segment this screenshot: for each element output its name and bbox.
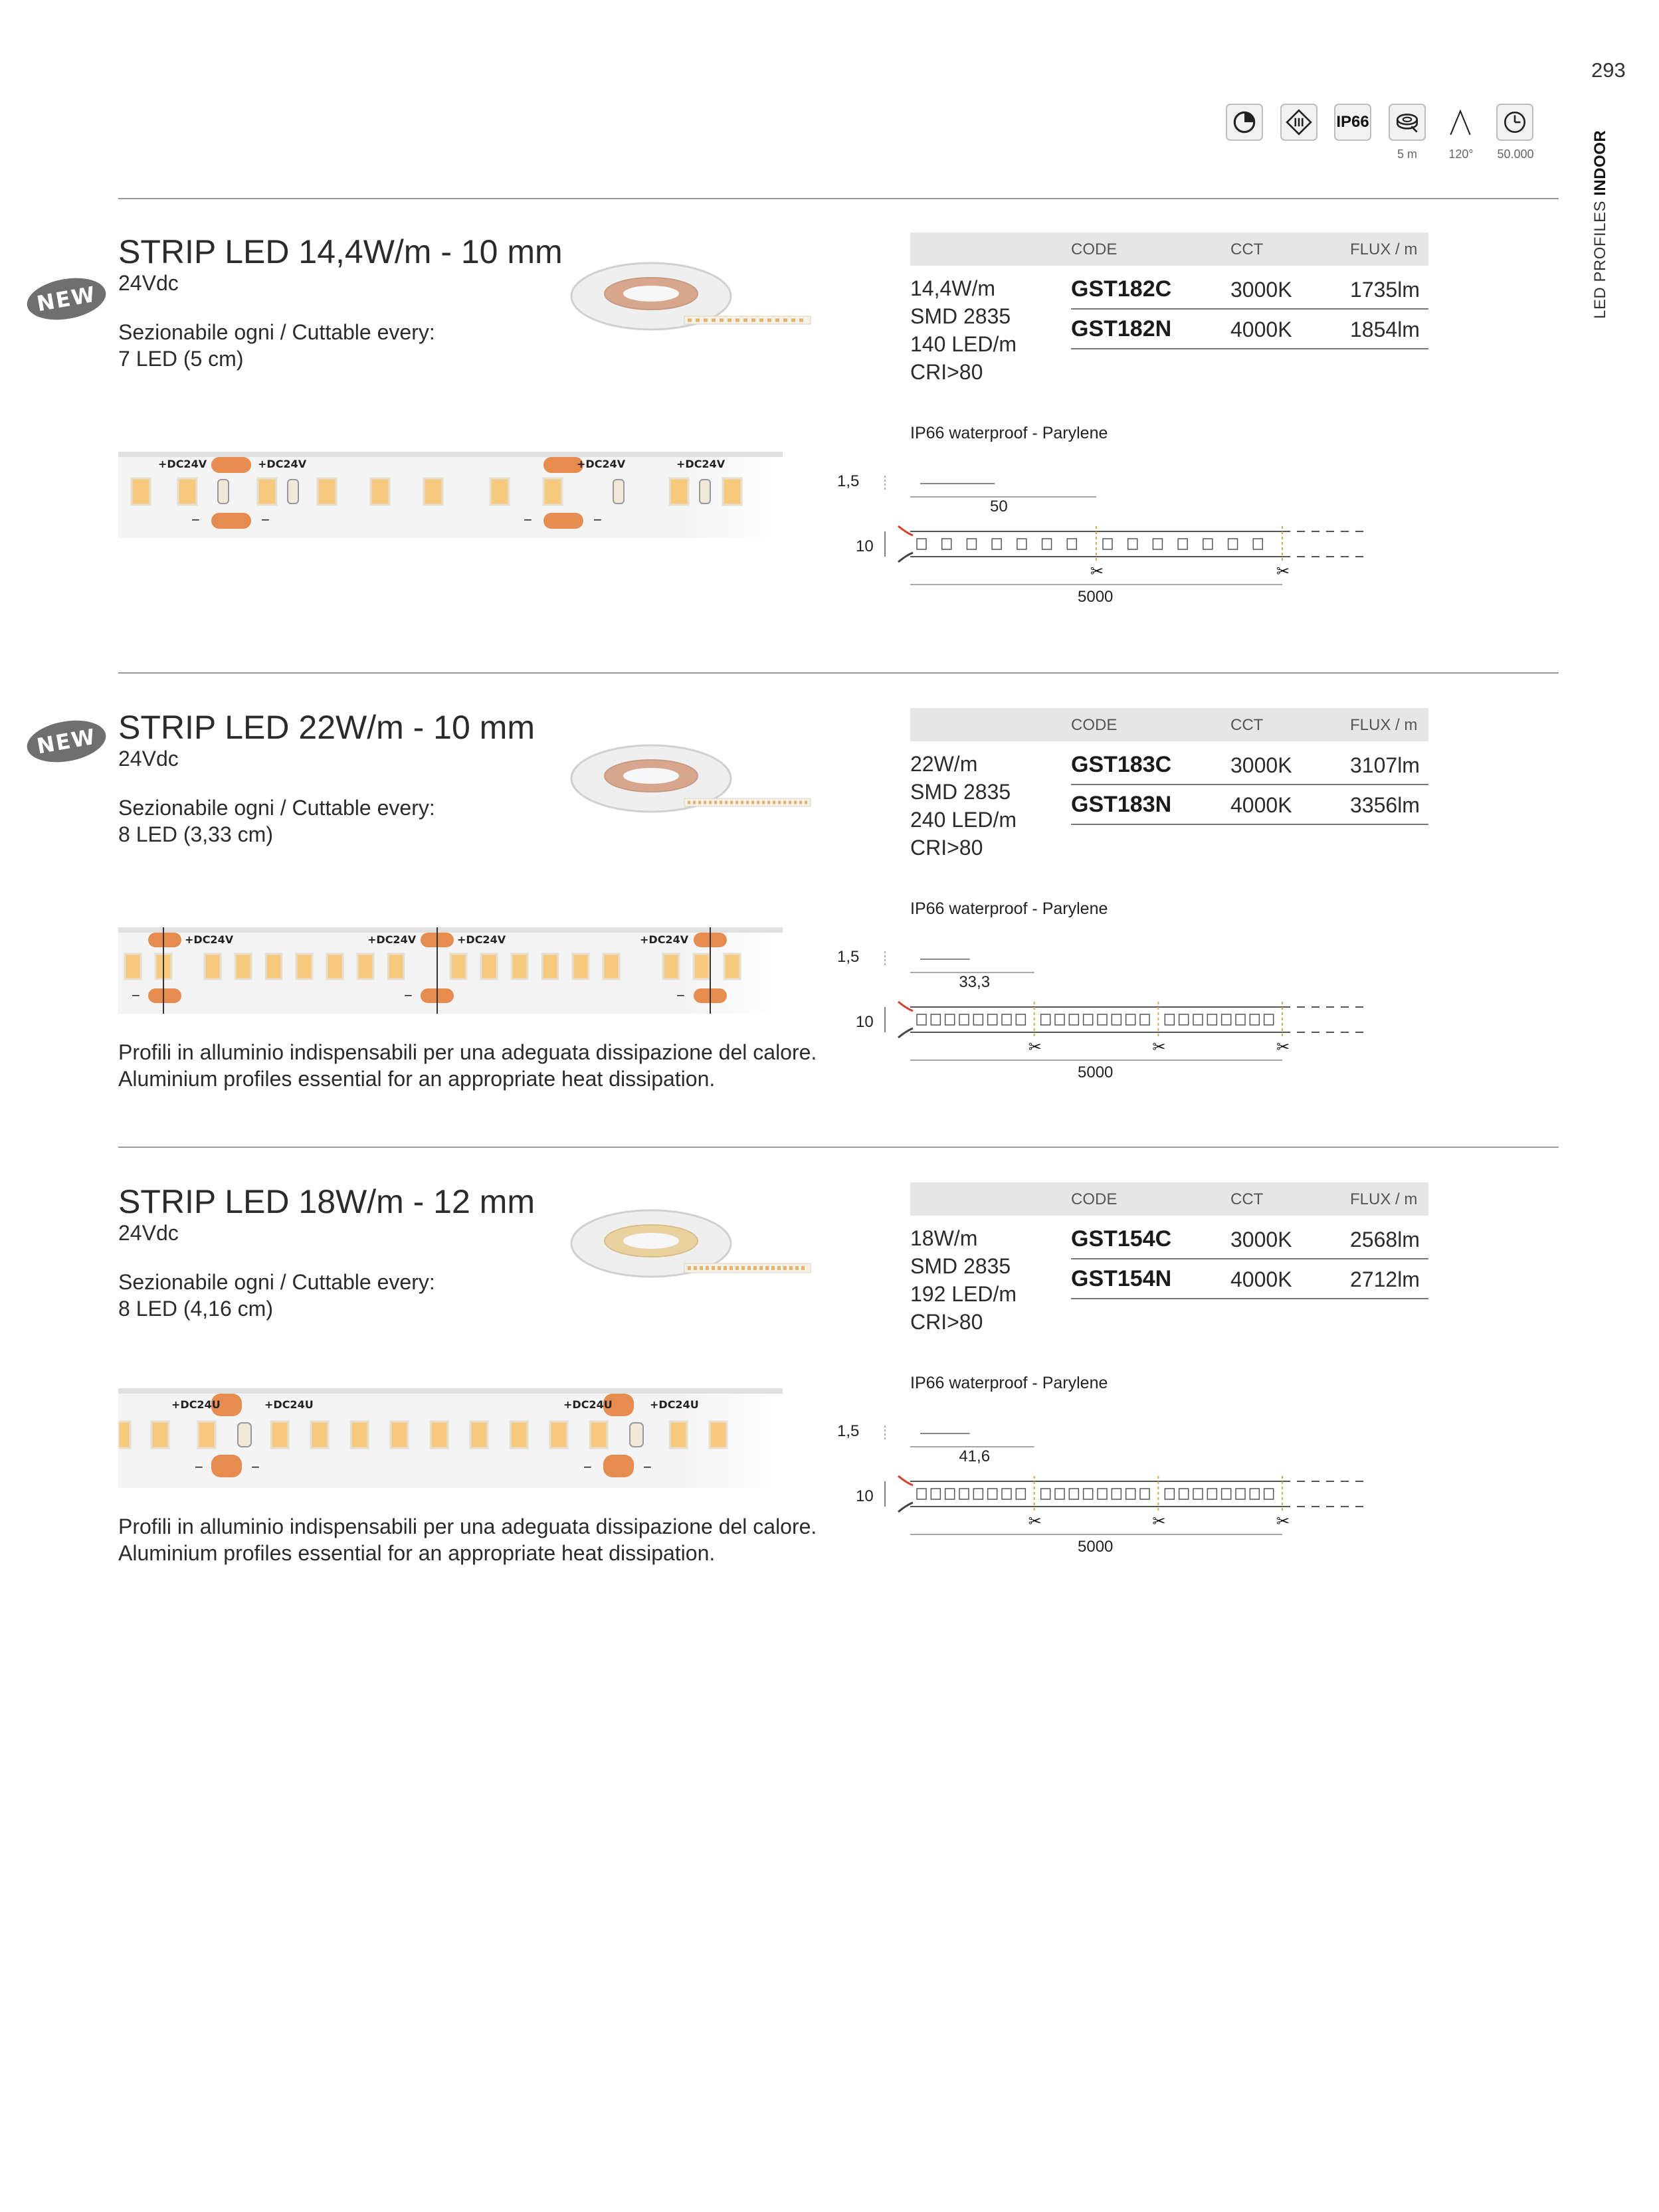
scissors-icon: ✂	[1028, 1038, 1042, 1056]
spec-cri: CRI>80	[910, 1310, 983, 1334]
page-number: 293	[1591, 58, 1626, 82]
led-chip	[988, 1489, 997, 1499]
header-cct: CCT	[1230, 1190, 1264, 1208]
led-chip	[973, 1489, 983, 1499]
spec-density: 192 LED/m	[910, 1282, 1017, 1306]
led-chip	[1126, 1014, 1135, 1025]
led-chip	[1055, 1014, 1064, 1025]
beam-angle-caption: 120°	[1448, 147, 1474, 161]
section-divider	[118, 198, 1559, 199]
dimension-diagram	[837, 445, 1382, 604]
svg-text:−: −	[593, 511, 602, 528]
spec-power: 18W/m	[910, 1226, 978, 1250]
product-cct: 4000K	[1230, 318, 1292, 341]
led-chip	[1207, 1014, 1217, 1025]
ip-rating-text: IP66	[1336, 113, 1369, 131]
scissors-icon: ✂	[1152, 1513, 1166, 1530]
scissors-icon: ✂	[1276, 1038, 1290, 1056]
header-code: CODE	[1071, 1190, 1118, 1208]
spec-cri: CRI>80	[910, 360, 983, 384]
ip-rating-icon	[1334, 104, 1371, 141]
led-reel-image	[565, 737, 817, 824]
led-chip	[1250, 1489, 1259, 1499]
led-chip	[1253, 539, 1262, 549]
cuttable-value: 8 LED (4,16 cm)	[118, 1297, 273, 1321]
led-chip	[1207, 1489, 1217, 1499]
led-chip	[1041, 1489, 1050, 1499]
class-iii-icon	[1280, 104, 1317, 141]
led-chip	[1140, 1489, 1149, 1499]
table-header	[910, 232, 1428, 266]
product-voltage: 24Vdc	[118, 1221, 179, 1245]
svg-text:+DC24V: +DC24V	[640, 933, 689, 946]
note-italian: Profili in alluminio indispensabili per una adeguata dissipazione del calore.	[118, 1040, 817, 1064]
led-chip	[973, 1014, 983, 1025]
product-voltage: 24Vdc	[118, 747, 179, 771]
led-chip	[1193, 1014, 1203, 1025]
width-label: 10	[856, 1487, 874, 1505]
product-cct: 3000K	[1230, 278, 1292, 302]
svg-text:−: −	[404, 987, 413, 1004]
svg-text:−: −	[191, 511, 200, 528]
led-chip	[1112, 1489, 1121, 1499]
led-chip	[988, 1014, 997, 1025]
new-badge: NEW	[24, 272, 110, 325]
led-chip	[1041, 1014, 1050, 1025]
table-header	[910, 1182, 1428, 1216]
led-chip	[1002, 1489, 1011, 1499]
segment-label: 33,3	[959, 973, 991, 991]
diagram-svg	[837, 921, 1382, 1080]
header-flux: FLUX / m	[1350, 716, 1418, 734]
led-strip-photo	[118, 1388, 783, 1501]
led-reel-image	[565, 255, 817, 341]
note-italian: Profili in alluminio indispensabili per una adeguata dissipazione del calore.	[118, 1515, 817, 1538]
led-chip	[1222, 1014, 1231, 1025]
product-code: GST154N	[1071, 1266, 1172, 1291]
product-flux: 3356lm	[1350, 793, 1420, 817]
led-chip	[1069, 1014, 1078, 1025]
row-divider	[1071, 308, 1428, 310]
led-chip	[917, 1489, 926, 1499]
product-section-3	[0, 1182, 1659, 1661]
ip-note: IP66 waterproof - Parylene	[910, 424, 1108, 442]
svg-text:−: −	[676, 987, 685, 1004]
led-chip	[1112, 1014, 1121, 1025]
svg-text:+DC24V: +DC24V	[457, 933, 506, 946]
thickness-label: 1,5	[837, 1422, 860, 1440]
scissors-icon: ✂	[1276, 563, 1290, 581]
led-chip	[967, 539, 976, 549]
svg-text:−: −	[251, 1459, 260, 1475]
led-chip	[1016, 1489, 1025, 1499]
led-chip	[931, 1489, 940, 1499]
led-chip	[1179, 1014, 1189, 1025]
product-flux: 1854lm	[1350, 318, 1420, 341]
header-code: CODE	[1071, 240, 1118, 258]
led-chip	[1165, 1489, 1174, 1499]
product-cct: 3000K	[1230, 753, 1292, 777]
svg-text:+DC24V: +DC24V	[158, 458, 207, 470]
new-badge: NEW	[24, 715, 110, 768]
svg-text:−: −	[524, 511, 532, 528]
led-chip	[1055, 1489, 1064, 1499]
led-chip	[917, 1014, 926, 1025]
beam-angle-icon	[1442, 104, 1479, 141]
spec-density: 240 LED/m	[910, 808, 1017, 832]
svg-text:−: −	[583, 1459, 592, 1475]
row-divider	[1071, 1298, 1428, 1299]
scissors-icon: ✂	[1028, 1513, 1042, 1530]
product-cct: 4000K	[1230, 1267, 1292, 1291]
led-chip	[1178, 539, 1187, 549]
led-chip	[1042, 539, 1052, 549]
spec-cri: CRI>80	[910, 836, 983, 860]
cuttable-value: 8 LED (3,33 cm)	[118, 822, 273, 846]
segment-label: 50	[990, 498, 1008, 515]
led-chip	[1140, 1014, 1149, 1025]
led-chip	[1017, 539, 1026, 549]
led-chip	[1084, 1489, 1093, 1499]
led-chip	[1236, 1489, 1245, 1499]
product-title: STRIP LED 18W/m - 12 mm	[118, 1183, 535, 1220]
cuttable-label: Sezionabile ogni / Cuttable every:	[118, 1270, 435, 1294]
length-label: 5000	[1078, 588, 1114, 604]
header-flux: FLUX / m	[1350, 1190, 1418, 1208]
led-chip	[931, 1014, 940, 1025]
dimension-diagram	[837, 921, 1382, 1080]
cuttable-label: Sezionabile ogni / Cuttable every:	[118, 796, 435, 820]
row-divider	[1071, 348, 1428, 349]
spec-chip: SMD 2835	[910, 1254, 1011, 1278]
led-chip	[1236, 1014, 1245, 1025]
product-flux: 2712lm	[1350, 1267, 1420, 1291]
svg-text:+DC24V: +DC24V	[676, 458, 726, 470]
table-header	[910, 708, 1428, 741]
width-label: 10	[856, 537, 874, 555]
led-strip-photo	[118, 452, 783, 551]
led-chip	[1067, 539, 1076, 549]
product-code: GST183N	[1071, 792, 1172, 817]
cuttable-label: Sezionabile ogni / Cuttable every:	[118, 320, 435, 344]
lifetime-icon	[1496, 104, 1533, 141]
led-chip	[1098, 1489, 1107, 1499]
led-chip	[945, 1489, 955, 1499]
led-strip-photo	[118, 927, 783, 1027]
svg-text:−: −	[132, 987, 140, 1004]
led-chip	[942, 539, 951, 549]
led-chip	[1193, 1489, 1203, 1499]
header-flux: FLUX / m	[1350, 240, 1418, 258]
diagram-svg	[837, 1395, 1382, 1554]
svg-text:+DC24V: +DC24V	[185, 933, 234, 946]
svg-text:+DC24U: +DC24U	[171, 1398, 221, 1411]
product-code: GST182C	[1071, 276, 1172, 302]
product-flux: 3107lm	[1350, 753, 1420, 777]
led-chip	[1002, 1014, 1011, 1025]
led-chip	[1203, 539, 1213, 549]
diagram-svg	[837, 445, 1382, 604]
product-section-1	[0, 232, 1659, 711]
led-chip	[1264, 1489, 1274, 1499]
product-section-2	[0, 708, 1659, 1186]
led-chip	[1126, 1489, 1135, 1499]
led-chip	[1153, 539, 1162, 549]
header-code: CODE	[1071, 716, 1118, 734]
led-chip	[917, 539, 926, 549]
svg-text:+DC24V: +DC24V	[258, 458, 307, 470]
dimmable-icon	[1226, 104, 1263, 141]
spec-chip: SMD 2835	[910, 780, 1011, 804]
length-label: 5000	[1078, 1538, 1114, 1554]
led-chip	[1103, 539, 1112, 549]
lifetime-caption: 50.000	[1497, 147, 1534, 161]
side-label: LED PROFILES INDOOR	[1591, 130, 1609, 319]
cuttable-value: 7 LED (5 cm)	[118, 347, 244, 371]
product-voltage: 24Vdc	[118, 271, 179, 295]
product-code: GST154C	[1071, 1226, 1172, 1251]
segment-label: 41,6	[959, 1447, 991, 1465]
led-chip	[1084, 1014, 1093, 1025]
header-cct: CCT	[1230, 716, 1264, 734]
product-cct: 3000K	[1230, 1228, 1292, 1251]
svg-text:+DC24U: +DC24U	[650, 1398, 699, 1411]
spec-power: 14,4W/m	[910, 276, 996, 300]
scissors-icon: ✂	[1276, 1513, 1290, 1530]
length-label: 5000	[1078, 1063, 1114, 1080]
svg-text:+DC24V: +DC24V	[367, 933, 417, 946]
led-chip	[1128, 539, 1137, 549]
led-reel-image	[565, 1202, 817, 1289]
led-chip	[1179, 1489, 1189, 1499]
led-chip	[1165, 1014, 1174, 1025]
thickness-label: 1,5	[837, 472, 860, 490]
scissors-icon: ✂	[1152, 1038, 1166, 1056]
led-chip	[959, 1489, 969, 1499]
spec-density: 140 LED/m	[910, 332, 1017, 356]
led-chip	[1222, 1489, 1231, 1499]
led-chip	[945, 1014, 955, 1025]
spec-chip: SMD 2835	[910, 304, 1011, 328]
thickness-label: 1,5	[837, 948, 860, 966]
led-chip	[1098, 1014, 1107, 1025]
ip-note: IP66 waterproof - Parylene	[910, 899, 1108, 918]
product-code: GST182N	[1071, 316, 1172, 341]
svg-text:+DC24U: +DC24U	[563, 1398, 613, 1411]
product-cct: 4000K	[1230, 793, 1292, 817]
dimension-diagram	[837, 1395, 1382, 1554]
led-chip	[1069, 1489, 1078, 1499]
product-flux: 1735lm	[1350, 278, 1420, 302]
product-title: STRIP LED 14,4W/m - 10 mm	[118, 233, 563, 270]
width-label: 10	[856, 1013, 874, 1031]
spec-power: 22W/m	[910, 752, 978, 776]
row-divider	[1071, 824, 1428, 825]
led-chip	[1228, 539, 1238, 549]
led-chip	[959, 1014, 969, 1025]
product-title: STRIP LED 22W/m - 10 mm	[118, 709, 535, 746]
product-code: GST183C	[1071, 752, 1172, 777]
led-chip	[1250, 1014, 1259, 1025]
note-english: Aluminium profiles essential for an appropriate heat dissipation.	[118, 1541, 716, 1565]
reel-length-caption: 5 m	[1397, 147, 1417, 161]
ip-note: IP66 waterproof - Parylene	[910, 1374, 1108, 1392]
svg-text:+DC24U: +DC24U	[264, 1398, 314, 1411]
svg-text:−: −	[643, 1459, 652, 1475]
svg-text:−: −	[261, 511, 270, 528]
reel-length-icon	[1389, 104, 1426, 141]
led-chip	[1264, 1014, 1274, 1025]
row-divider	[1071, 784, 1428, 785]
svg-text:+DC24V: +DC24V	[577, 458, 626, 470]
led-chip	[992, 539, 1001, 549]
scissors-icon: ✂	[1090, 563, 1104, 581]
svg-text:−: −	[195, 1459, 203, 1475]
note-english: Aluminium profiles essential for an appropriate heat dissipation.	[118, 1067, 716, 1091]
header-cct: CCT	[1230, 240, 1264, 258]
product-flux: 2568lm	[1350, 1228, 1420, 1251]
led-chip	[1016, 1014, 1025, 1025]
row-divider	[1071, 1258, 1428, 1259]
